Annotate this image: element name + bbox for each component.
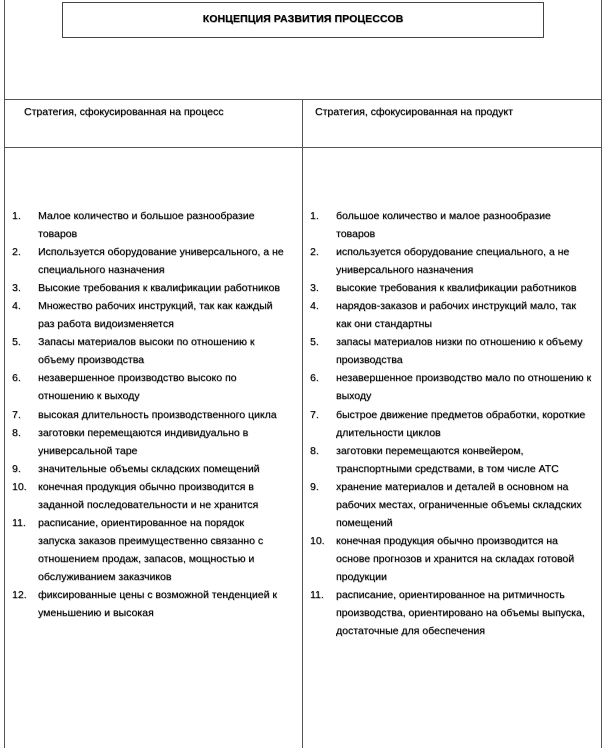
list-item-text: незавершенное производство высоко по отношению к выходу [38, 372, 237, 403]
list-item [310, 279, 592, 297]
right-column-heading: Стратегия, сфокусированная на продукт [315, 106, 513, 118]
list-item [310, 442, 592, 478]
right-column-list [310, 207, 592, 640]
list-item [12, 514, 284, 586]
list-item-number: 11. [310, 588, 324, 601]
list-item [310, 207, 592, 243]
list-item-number: 7. [310, 408, 319, 421]
list-item-number: 5. [12, 336, 21, 349]
list-item-text: незавершенное производство мало по отношению к выходу [336, 372, 592, 403]
list-item-text: запасы материалов низки по отношению к объему производства [336, 336, 583, 367]
list-item-number: 9. [310, 480, 319, 493]
page-title: КОНЦЕПЦИЯ РАЗВИТИЯ ПРОЦЕССОВ [62, 2, 544, 38]
list-item-number: 11. [12, 516, 26, 529]
list-item-text: фиксированные цены с возможной тенденцией к уменьшению и высокая [38, 588, 277, 620]
list-item-number: 10. [310, 534, 325, 547]
list-item-text: высокие требования к квалификации работников [336, 282, 577, 295]
list-item-text: расписание, ориентированное на ритмичность производства, ориентировано на объемы выпуска, достаточные для обеспечения [336, 588, 585, 638]
list-item [12, 369, 284, 405]
list-item-text: Запасы материалов высоки по отношению к объему производства [38, 336, 255, 367]
list-item-number: 1. [12, 210, 21, 222]
list-item [310, 406, 592, 442]
list-item-text: быстрое движение предметов обработки, короткие длительности циклов [336, 408, 586, 439]
list-item [12, 207, 284, 243]
list-item-text: конечная продукция обычно производится в заданной последовательности и не хранится [38, 480, 259, 511]
list-item-text: Малое количество и большое разнообразие товаров [38, 210, 255, 241]
list-item-text: большое количество и малое разнообразие товаров [336, 210, 551, 241]
list-item [310, 586, 592, 640]
list-item [310, 532, 592, 586]
list-item [310, 478, 592, 532]
list-item-number: 5. [310, 336, 319, 349]
list-item-text: используется оборудование специального, а не универсального назначения [336, 246, 570, 277]
list-item-number: 8. [310, 444, 319, 457]
list-item-text: высокая длительность производственного цикла [38, 408, 277, 421]
list-item-number: 8. [12, 426, 21, 439]
list-item-text: заготовки перемещаются индивидуально в универсальной таре [38, 426, 249, 457]
list-item-number: 7. [12, 408, 21, 421]
list-item [12, 333, 284, 369]
column-divider [302, 99, 303, 748]
list-item-text: Высокие требования к квалификации работников [38, 282, 280, 295]
list-item-number: 3. [12, 282, 21, 295]
list-item-number: 3. [310, 282, 319, 295]
list-item [12, 297, 284, 333]
list-item [12, 279, 284, 297]
list-item-text: конечная продукция обычно производится на основе прогнозов и хранится на складах готовой продукции [336, 534, 575, 583]
list-item-number: 6. [12, 372, 21, 385]
list-item-text: заготовки перемещаются конвейером, транспортными средствами, в том числе АТС [336, 444, 559, 475]
list-item-number: 1. [310, 210, 319, 222]
list-item [310, 369, 592, 405]
list-item [310, 333, 592, 369]
list-item-text: Множество рабочих инструкций, так как каждый раз работа видоизменяется [38, 300, 273, 331]
list-item-number: 12. [12, 588, 27, 601]
list-item [12, 478, 284, 514]
list-item-number: 4. [12, 300, 21, 313]
list-item [12, 460, 284, 478]
list-item [12, 586, 284, 622]
list-item-number: 9. [12, 462, 21, 475]
list-item [310, 243, 592, 279]
list-item-number: 6. [310, 372, 319, 385]
list-item-number: 2. [12, 246, 21, 259]
list-item [12, 243, 284, 279]
list-item-text: Используется оборудование универсального, а не специального назначения [38, 246, 284, 277]
list-item-text: расписание, ориентированное на порядок запуска заказов преимущественно связанно с отношением продаж, запасов, мощностью и обслуживанием заказчиков [38, 516, 264, 583]
list-item-text: значительные объемы складских помещений [38, 462, 260, 475]
list-item [12, 424, 284, 460]
list-item-text: нарядов-заказов и рабочих инструкций мало, так как они стандартны [336, 300, 576, 331]
header-row-divider [4, 147, 602, 148]
list-item-text: хранение материалов и деталей в основном на рабочих местах, ограниченные объемы складских помещений [336, 480, 582, 529]
list-item-number: 2. [310, 246, 319, 259]
table-top-border [4, 99, 602, 100]
list-item [12, 406, 284, 424]
left-column-list [12, 207, 284, 622]
list-item-number: 4. [310, 300, 319, 313]
left-column-heading: Стратегия, сфокусированная на процесс [24, 106, 224, 118]
list-item [310, 297, 592, 333]
list-item-number: 10. [12, 480, 27, 493]
